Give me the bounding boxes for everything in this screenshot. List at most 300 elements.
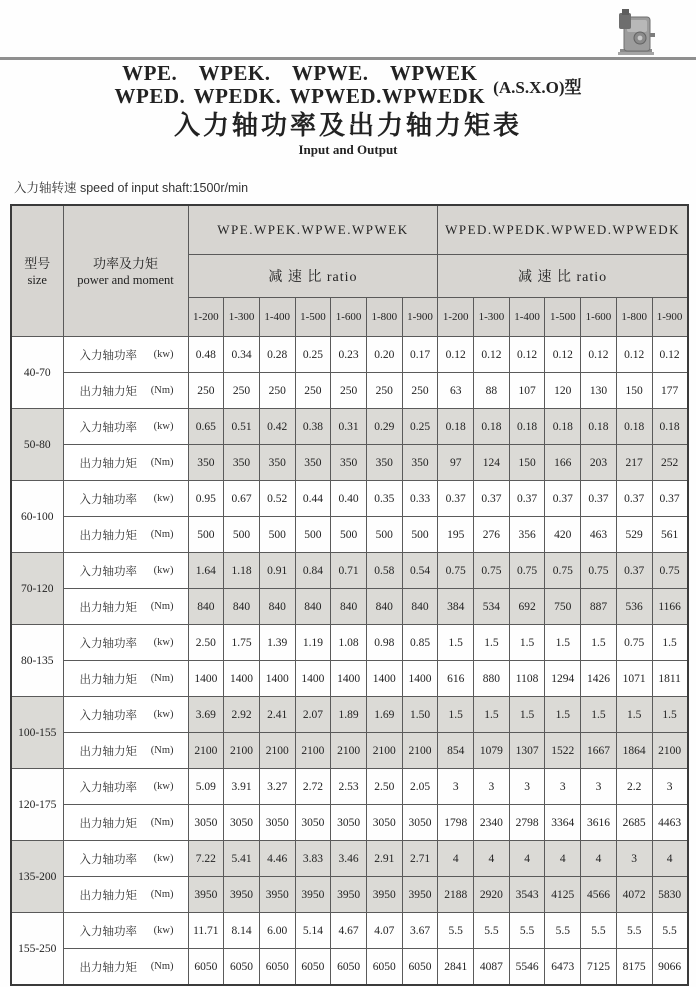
- size-cell: 135-200: [11, 841, 63, 913]
- value-cell: 250: [331, 373, 367, 409]
- value-cell: 840: [259, 589, 295, 625]
- row-label: 入力轴功率: [79, 781, 137, 794]
- row-label: 入力轴功率: [79, 637, 137, 650]
- value-cell: 1400: [259, 661, 295, 697]
- value-cell: 1.5: [438, 697, 474, 733]
- table-row: [11, 877, 688, 913]
- model-series-line1: WPE. WPEK. WPWE. WPWEK: [122, 61, 478, 85]
- row-label: 入力轴功率: [79, 709, 137, 722]
- row-label: 出力轴力矩: [79, 745, 137, 758]
- value-cell: 252: [652, 445, 688, 481]
- value-cell: 177: [652, 373, 688, 409]
- value-cell: 420: [545, 517, 581, 553]
- value-cell: 0.37: [581, 481, 617, 517]
- value-cell: 887: [581, 589, 617, 625]
- value-cell: 3950: [331, 877, 367, 913]
- value-cell: 3: [652, 769, 688, 805]
- row-unit-label: (Nm): [150, 817, 174, 828]
- value-cell: 2100: [652, 733, 688, 769]
- ratio-column-header: 1-800: [366, 298, 402, 337]
- ratio-column-header: 1-300: [474, 298, 510, 337]
- value-cell: 3364: [545, 805, 581, 841]
- value-cell: 2.2: [616, 769, 652, 805]
- value-cell: 0.12: [474, 337, 510, 373]
- ratio-column-header: 1-600: [331, 298, 367, 337]
- value-cell: 1.5: [652, 625, 688, 661]
- value-cell: 2188: [438, 877, 474, 913]
- value-cell: 1667: [581, 733, 617, 769]
- value-cell: 88: [474, 373, 510, 409]
- value-cell: 2.71: [402, 841, 438, 877]
- value-cell: 750: [545, 589, 581, 625]
- table-row: [11, 337, 688, 373]
- size-cell: 70-120: [11, 553, 63, 625]
- value-cell: 3: [438, 769, 474, 805]
- value-cell: 2100: [224, 733, 260, 769]
- ratio-column-header: 1-400: [509, 298, 545, 337]
- table-row: [11, 373, 688, 409]
- value-cell: 6050: [188, 949, 224, 986]
- value-cell: 63: [438, 373, 474, 409]
- value-cell: 1400: [331, 661, 367, 697]
- row-unit-label: (Nm): [150, 961, 174, 972]
- value-cell: 3.91: [224, 769, 260, 805]
- value-cell: 4463: [652, 805, 688, 841]
- ratio-column-header: 1-900: [402, 298, 438, 337]
- value-cell: 1.50: [402, 697, 438, 733]
- value-cell: 166: [545, 445, 581, 481]
- value-cell: 2.05: [402, 769, 438, 805]
- value-cell: 3950: [224, 877, 260, 913]
- value-cell: 692: [509, 589, 545, 625]
- value-cell: 1071: [616, 661, 652, 697]
- column-header-power-en: power and moment: [77, 272, 174, 287]
- row-label: 入力轴功率: [79, 853, 137, 866]
- row-label-cell: [63, 769, 188, 805]
- value-cell: 3: [616, 841, 652, 877]
- value-cell: 0.65: [188, 409, 224, 445]
- value-cell: 5.5: [545, 913, 581, 949]
- value-cell: 500: [402, 517, 438, 553]
- value-cell: 4.46: [259, 841, 295, 877]
- value-cell: 276: [474, 517, 510, 553]
- value-cell: 1.19: [295, 625, 331, 661]
- value-cell: 350: [402, 445, 438, 481]
- value-cell: 5.5: [581, 913, 617, 949]
- value-cell: 5830: [652, 877, 688, 913]
- ratio-column-header: 1-500: [295, 298, 331, 337]
- row-unit-label: (kw): [153, 853, 174, 864]
- value-cell: 1.5: [438, 625, 474, 661]
- value-cell: 840: [331, 589, 367, 625]
- row-label-cell: [63, 409, 188, 445]
- value-cell: 3050: [188, 805, 224, 841]
- value-cell: 5.5: [509, 913, 545, 949]
- row-label: 出力轴力矩: [79, 385, 137, 398]
- value-cell: 0.18: [616, 409, 652, 445]
- value-cell: 250: [224, 373, 260, 409]
- value-cell: 150: [616, 373, 652, 409]
- value-cell: 0.18: [509, 409, 545, 445]
- row-label-cell: [63, 625, 188, 661]
- value-cell: 1.5: [545, 697, 581, 733]
- value-cell: 0.28: [259, 337, 295, 373]
- value-cell: 3543: [509, 877, 545, 913]
- value-cell: 4.67: [331, 913, 367, 949]
- row-label-cell: [63, 841, 188, 877]
- value-cell: 0.71: [331, 553, 367, 589]
- value-cell: 3: [474, 769, 510, 805]
- size-cell: 155-250: [11, 913, 63, 986]
- table-row: [11, 805, 688, 841]
- value-cell: 1.5: [509, 625, 545, 661]
- row-unit-label: (Nm): [150, 385, 174, 396]
- value-cell: 1522: [545, 733, 581, 769]
- value-cell: 1.18: [224, 553, 260, 589]
- value-cell: 2100: [331, 733, 367, 769]
- value-cell: 0.29: [366, 409, 402, 445]
- column-group-wpe: WPE.WPEK.WPWE.WPWEK: [188, 205, 438, 255]
- value-cell: 350: [295, 445, 331, 481]
- value-cell: 854: [438, 733, 474, 769]
- value-cell: 0.12: [581, 337, 617, 373]
- row-label: 出力轴力矩: [79, 889, 137, 902]
- table-row: [11, 445, 688, 481]
- ratio-column-header: 1-200: [188, 298, 224, 337]
- value-cell: 1400: [224, 661, 260, 697]
- ratio-column-header: 1-400: [259, 298, 295, 337]
- row-unit-label: (Nm): [150, 673, 174, 684]
- row-unit-label: (Nm): [150, 889, 174, 900]
- value-cell: 1.75: [224, 625, 260, 661]
- row-label-cell: [63, 373, 188, 409]
- value-cell: 2340: [474, 805, 510, 841]
- row-label: 入力轴功率: [79, 421, 137, 434]
- value-cell: 3050: [224, 805, 260, 841]
- value-cell: 3: [509, 769, 545, 805]
- value-cell: 6050: [402, 949, 438, 986]
- value-cell: 1.69: [366, 697, 402, 733]
- value-cell: 107: [509, 373, 545, 409]
- value-cell: 2.53: [331, 769, 367, 805]
- row-label-cell: [63, 589, 188, 625]
- size-cell: 80-135: [11, 625, 63, 697]
- value-cell: 0.18: [438, 409, 474, 445]
- value-cell: 2.50: [366, 769, 402, 805]
- value-cell: 6.00: [259, 913, 295, 949]
- value-cell: 0.98: [366, 625, 402, 661]
- value-cell: 1400: [366, 661, 402, 697]
- row-unit-label: (kw): [153, 421, 174, 432]
- table-row: [11, 553, 688, 589]
- size-cell: 60-100: [11, 481, 63, 553]
- value-cell: 840: [224, 589, 260, 625]
- value-cell: 150: [509, 445, 545, 481]
- value-cell: 0.18: [545, 409, 581, 445]
- value-cell: 2.41: [259, 697, 295, 733]
- ratio-column-header: 1-200: [438, 298, 474, 337]
- header-divider-line: [0, 57, 696, 60]
- value-cell: 3.27: [259, 769, 295, 805]
- value-cell: 6050: [224, 949, 260, 986]
- row-label: 入力轴功率: [79, 925, 137, 938]
- value-cell: 2798: [509, 805, 545, 841]
- value-cell: 1.08: [331, 625, 367, 661]
- value-cell: 840: [402, 589, 438, 625]
- value-cell: 7125: [581, 949, 617, 986]
- value-cell: 0.25: [402, 409, 438, 445]
- value-cell: 6473: [545, 949, 581, 986]
- value-cell: 4: [438, 841, 474, 877]
- row-unit-label: (Nm): [150, 745, 174, 756]
- value-cell: 1.5: [581, 625, 617, 661]
- page-title-block: [0, 62, 696, 158]
- value-cell: 0.33: [402, 481, 438, 517]
- row-label: 入力轴功率: [79, 349, 137, 362]
- value-cell: 500: [331, 517, 367, 553]
- value-cell: 0.35: [366, 481, 402, 517]
- value-cell: 195: [438, 517, 474, 553]
- value-cell: 1.5: [616, 697, 652, 733]
- value-cell: 2841: [438, 949, 474, 986]
- ratio-column-header: 1-600: [581, 298, 617, 337]
- value-cell: 0.12: [509, 337, 545, 373]
- value-cell: 2100: [295, 733, 331, 769]
- model-series-line2: WPED. WPEDK. WPWED.WPWEDK: [114, 84, 486, 108]
- value-cell: 1.64: [188, 553, 224, 589]
- value-cell: 500: [295, 517, 331, 553]
- size-cell: 120-175: [11, 769, 63, 841]
- value-cell: 616: [438, 661, 474, 697]
- value-cell: 5.41: [224, 841, 260, 877]
- value-cell: 0.75: [616, 625, 652, 661]
- value-cell: 3050: [295, 805, 331, 841]
- column-header-power-cn: 功率及力矩: [92, 255, 158, 271]
- value-cell: 3.67: [402, 913, 438, 949]
- value-cell: 2100: [366, 733, 402, 769]
- value-cell: 3050: [331, 805, 367, 841]
- value-cell: 500: [188, 517, 224, 553]
- value-cell: 2.72: [295, 769, 331, 805]
- value-cell: 0.37: [616, 481, 652, 517]
- value-cell: 0.75: [545, 553, 581, 589]
- value-cell: 2920: [474, 877, 510, 913]
- value-cell: 3050: [259, 805, 295, 841]
- value-cell: 0.23: [331, 337, 367, 373]
- value-cell: 5546: [509, 949, 545, 986]
- value-cell: 534: [474, 589, 510, 625]
- column-group-wped: WPED.WPEDK.WPWED.WPWEDK: [438, 205, 688, 255]
- value-cell: 0.75: [438, 553, 474, 589]
- value-cell: 3950: [259, 877, 295, 913]
- value-cell: 250: [366, 373, 402, 409]
- row-unit-label: (kw): [153, 565, 174, 576]
- value-cell: 0.12: [545, 337, 581, 373]
- value-cell: 1400: [188, 661, 224, 697]
- value-cell: 3950: [366, 877, 402, 913]
- value-cell: 9066: [652, 949, 688, 986]
- value-cell: 3950: [188, 877, 224, 913]
- value-cell: 840: [188, 589, 224, 625]
- value-cell: 250: [402, 373, 438, 409]
- ratio-column-header: 1-900: [652, 298, 688, 337]
- value-cell: 0.12: [652, 337, 688, 373]
- value-cell: 0.17: [402, 337, 438, 373]
- table-row: [11, 409, 688, 445]
- value-cell: 1.5: [652, 697, 688, 733]
- row-label-cell: [63, 337, 188, 373]
- column-header-size: [11, 205, 63, 337]
- ratio-column-header: 1-500: [545, 298, 581, 337]
- value-cell: 4.07: [366, 913, 402, 949]
- value-cell: 561: [652, 517, 688, 553]
- ratio-header-wpe: 减 速 比 ratio: [188, 255, 438, 298]
- value-cell: 0.67: [224, 481, 260, 517]
- value-cell: 1.5: [474, 697, 510, 733]
- value-cell: 0.12: [616, 337, 652, 373]
- value-cell: 250: [295, 373, 331, 409]
- row-label-cell: [63, 805, 188, 841]
- value-cell: 203: [581, 445, 617, 481]
- row-label-cell: [63, 733, 188, 769]
- table-row: [11, 913, 688, 949]
- value-cell: 1811: [652, 661, 688, 697]
- value-cell: 3: [581, 769, 617, 805]
- value-cell: 2100: [188, 733, 224, 769]
- value-cell: 0.20: [366, 337, 402, 373]
- value-cell: 0.37: [474, 481, 510, 517]
- size-cell: 100-155: [11, 697, 63, 769]
- value-cell: 250: [188, 373, 224, 409]
- value-cell: 2.50: [188, 625, 224, 661]
- value-cell: 840: [295, 589, 331, 625]
- value-cell: 2.07: [295, 697, 331, 733]
- row-label: 出力轴力矩: [79, 673, 137, 686]
- row-unit-label: (kw): [153, 637, 174, 648]
- value-cell: 124: [474, 445, 510, 481]
- table-row: [11, 625, 688, 661]
- row-label-cell: [63, 481, 188, 517]
- value-cell: 1.89: [331, 697, 367, 733]
- value-cell: 0.54: [402, 553, 438, 589]
- value-cell: 536: [616, 589, 652, 625]
- value-cell: 1108: [509, 661, 545, 697]
- value-cell: 1798: [438, 805, 474, 841]
- value-cell: 350: [366, 445, 402, 481]
- value-cell: 0.85: [402, 625, 438, 661]
- value-cell: 1166: [652, 589, 688, 625]
- value-cell: 5.5: [438, 913, 474, 949]
- value-cell: 3: [545, 769, 581, 805]
- power-torque-table: [10, 204, 689, 986]
- value-cell: 8175: [616, 949, 652, 986]
- value-cell: 3.83: [295, 841, 331, 877]
- row-unit-label: (kw): [153, 781, 174, 792]
- value-cell: 4: [581, 841, 617, 877]
- value-cell: 0.18: [581, 409, 617, 445]
- row-label: 入力轴功率: [79, 565, 137, 578]
- table-row: [11, 661, 688, 697]
- value-cell: 2685: [616, 805, 652, 841]
- value-cell: 120: [545, 373, 581, 409]
- row-unit-label: (Nm): [150, 601, 174, 612]
- value-cell: 4: [509, 841, 545, 877]
- value-cell: 5.5: [652, 913, 688, 949]
- table-row: [11, 949, 688, 986]
- table-row: [11, 733, 688, 769]
- table-row: [11, 589, 688, 625]
- value-cell: 3.69: [188, 697, 224, 733]
- value-cell: 0.37: [509, 481, 545, 517]
- value-cell: 350: [188, 445, 224, 481]
- value-cell: 4: [652, 841, 688, 877]
- row-label-cell: [63, 517, 188, 553]
- value-cell: 130: [581, 373, 617, 409]
- value-cell: 3.46: [331, 841, 367, 877]
- row-unit-label: (kw): [153, 349, 174, 360]
- value-cell: 2100: [259, 733, 295, 769]
- value-cell: 350: [224, 445, 260, 481]
- value-cell: 0.37: [616, 553, 652, 589]
- model-type-suffix: (A.S.X.O)型: [493, 77, 582, 97]
- row-label: 出力轴力矩: [79, 817, 137, 830]
- value-cell: 0.44: [295, 481, 331, 517]
- value-cell: 6050: [259, 949, 295, 986]
- value-cell: 0.51: [224, 409, 260, 445]
- value-cell: 0.48: [188, 337, 224, 373]
- value-cell: 2.91: [366, 841, 402, 877]
- value-cell: 4566: [581, 877, 617, 913]
- value-cell: 0.37: [438, 481, 474, 517]
- table-row: [11, 697, 688, 733]
- value-cell: 1400: [295, 661, 331, 697]
- ratio-header-wped: 减 速 比 ratio: [438, 255, 688, 298]
- value-cell: 3950: [402, 877, 438, 913]
- value-cell: 0.84: [295, 553, 331, 589]
- row-label: 出力轴力矩: [79, 961, 137, 974]
- value-cell: 5.14: [295, 913, 331, 949]
- row-label-cell: [63, 913, 188, 949]
- row-label-cell: [63, 877, 188, 913]
- value-cell: 0.12: [438, 337, 474, 373]
- page-title: 入力轴功率及出力轴力矩表: [173, 111, 522, 140]
- value-cell: 1.39: [259, 625, 295, 661]
- value-cell: 8.14: [224, 913, 260, 949]
- value-cell: 4087: [474, 949, 510, 986]
- value-cell: 0.38: [295, 409, 331, 445]
- worm-gear-reducer-photo-icon: [610, 5, 658, 58]
- value-cell: 840: [366, 589, 402, 625]
- value-cell: 0.75: [581, 553, 617, 589]
- value-cell: 250: [259, 373, 295, 409]
- model-series-row: [0, 62, 696, 108]
- value-cell: 0.95: [188, 481, 224, 517]
- column-header-size-en: size: [27, 272, 47, 287]
- value-cell: 500: [259, 517, 295, 553]
- row-label-cell: [63, 445, 188, 481]
- value-cell: 1.5: [545, 625, 581, 661]
- value-cell: 7.22: [188, 841, 224, 877]
- value-cell: 2.92: [224, 697, 260, 733]
- row-unit-label: (kw): [153, 709, 174, 720]
- value-cell: 1400: [402, 661, 438, 697]
- table-row: [11, 517, 688, 553]
- row-unit-label: (Nm): [150, 457, 174, 468]
- value-cell: 3050: [366, 805, 402, 841]
- row-label: 入力轴功率: [79, 493, 137, 506]
- value-cell: 0.18: [652, 409, 688, 445]
- value-cell: 11.71: [188, 913, 224, 949]
